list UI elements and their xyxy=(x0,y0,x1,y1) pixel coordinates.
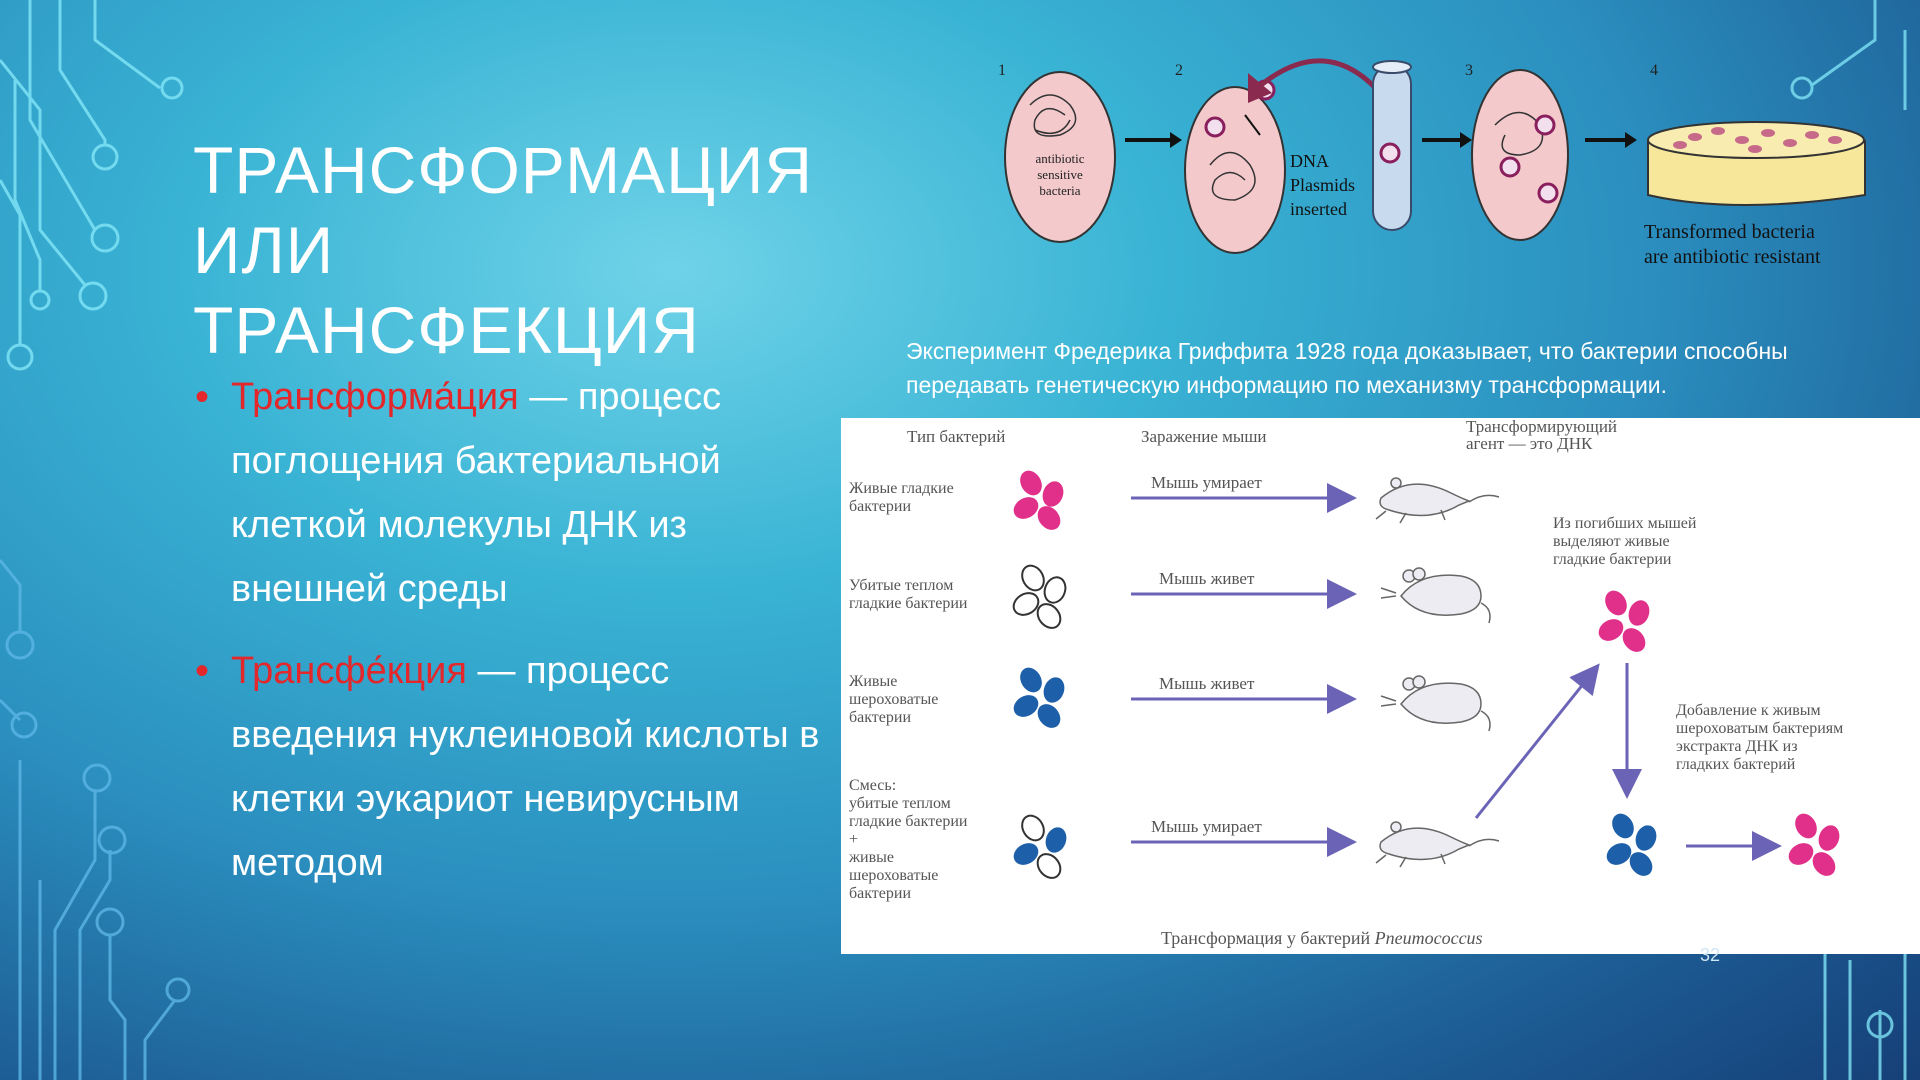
recipient-bacteria-cell xyxy=(1185,87,1285,253)
bullet-dot-icon: • xyxy=(195,649,210,693)
mixed-bacteria xyxy=(1010,812,1070,883)
plasmid-icon xyxy=(1536,116,1554,134)
step-number-4: 4 xyxy=(1650,62,1658,79)
cell1-label-line1: antibiotic xyxy=(1035,151,1085,166)
row2-label-line2: гладкие бактерии xyxy=(849,595,968,612)
dna-label-line1: DNA xyxy=(1290,151,1329,171)
row4-label-line1: Смесь: xyxy=(849,777,897,794)
cell1-label-line2: sensitive xyxy=(1037,167,1083,182)
header-bacteria-type: Тип бактерий xyxy=(907,427,1006,446)
row4-label-line7: бактерии xyxy=(849,885,912,902)
live-mouse-icon xyxy=(1381,676,1490,731)
curved-transfer-arrow xyxy=(1255,61,1390,105)
bullet-transfection xyxy=(193,639,833,895)
recovered-smooth-bacteria xyxy=(1595,587,1653,657)
header-agent-line2: агент — это ДНК xyxy=(1466,434,1593,453)
plasmid-icon xyxy=(1539,184,1557,202)
live-mouse-icon xyxy=(1381,568,1490,623)
header-agent-line1: Трансформирующий xyxy=(1466,418,1618,436)
step-number-1: 1 xyxy=(998,62,1006,79)
row1-label-line1: Живые гладкие xyxy=(849,480,954,497)
rough-bacteria-live xyxy=(1010,664,1068,733)
plasmid-icon xyxy=(1501,158,1519,176)
note2-line1: Добавление к живым xyxy=(1676,702,1821,719)
smooth-bacteria-live xyxy=(1010,467,1067,535)
row3-label-line2: шероховатые xyxy=(849,691,939,708)
figure-footer xyxy=(1161,928,1483,948)
row4-label-line3: гладкие бактерии xyxy=(849,813,968,830)
row4-label-line4: + xyxy=(849,831,859,848)
dead-mouse-icon xyxy=(1376,478,1499,523)
rough-bacteria-with-dna xyxy=(1603,810,1660,881)
plasmid-transformation-figure xyxy=(990,45,1910,285)
step-number-3: 3 xyxy=(1465,62,1473,79)
transformed-smooth-bacteria xyxy=(1785,810,1843,881)
row2-label-line1: Убитые теплом xyxy=(849,577,954,594)
note1-line1: Из погибших мышей xyxy=(1553,515,1697,532)
title-line-1: ТРАНСФОРМАЦИЯ ИЛИ xyxy=(193,133,813,287)
dead-mouse-icon xyxy=(1376,822,1499,867)
plasmid-icon xyxy=(1206,118,1224,136)
bullet-list xyxy=(193,365,833,913)
row4-label-line6: шероховатые xyxy=(849,867,939,884)
definition-transfection: — процесс введения нуклеиновой кислоты в клетки эукариот невирусным методом xyxy=(231,650,820,884)
smooth-bacteria-heat-killed xyxy=(1010,562,1069,633)
row4-label-line2: убитые теплом xyxy=(849,795,951,812)
step-number-2: 2 xyxy=(1175,62,1183,79)
row3-result: Мышь живет xyxy=(1159,674,1255,693)
note1-line3: гладкие бактерии xyxy=(1553,551,1672,568)
bullet-dot-icon: • xyxy=(195,375,210,419)
slide-title xyxy=(193,130,953,370)
row1-label-line2: бактерии xyxy=(849,498,912,515)
term-transfection: Трансфе́кция xyxy=(231,650,467,692)
row4-result: Мышь умирает xyxy=(1151,817,1262,836)
row3-label-line3: бактерии xyxy=(849,709,912,726)
footer-text: Трансформация у бактерий xyxy=(1161,928,1375,948)
bullet-transformation xyxy=(193,365,833,621)
row3-label-line1: Живые xyxy=(849,673,898,690)
note2-line3: экстракта ДНК из xyxy=(1676,738,1798,755)
note2-line4: гладких бактерий xyxy=(1676,756,1796,773)
dna-label-line2: Plasmids xyxy=(1290,175,1356,195)
title-line-2: ТРАНСФЕКЦИЯ xyxy=(193,293,700,367)
term-transformation: Трансформа́ция xyxy=(231,376,519,418)
row2-result: Мышь живет xyxy=(1159,569,1255,588)
note2-line2: шероховатым бактериям xyxy=(1676,720,1844,737)
dna-label-line3: inserted xyxy=(1290,199,1347,219)
definition-transformation: — процесс поглощения бактериальной клеткой молекулы ДНК из внешней среды xyxy=(231,376,722,610)
header-infection: Заражение мыши xyxy=(1141,427,1267,446)
footer-genus: Pneumococcus xyxy=(1374,928,1483,948)
page-number: 32 xyxy=(1700,945,1721,965)
result-label-line2: are antibiotic resistant xyxy=(1644,246,1821,268)
griffith-experiment-figure xyxy=(841,418,1920,954)
cell1-label-line3: bacteria xyxy=(1039,183,1081,198)
plasmid-icon xyxy=(1381,144,1399,162)
diagonal-arrow xyxy=(1476,668,1596,818)
note1-line2: выделяют живые xyxy=(1553,533,1670,550)
row1-result: Мышь умирает xyxy=(1151,473,1262,492)
row4-label-line5: живые xyxy=(849,849,895,866)
figure-caption: Эксперимент Фредерика Гриффита 1928 года доказывает, что бактерии способны передавать генетическую информацию по механизму трансформации. xyxy=(906,338,1788,398)
result-label-line1: Transformed bacteria xyxy=(1644,221,1815,243)
